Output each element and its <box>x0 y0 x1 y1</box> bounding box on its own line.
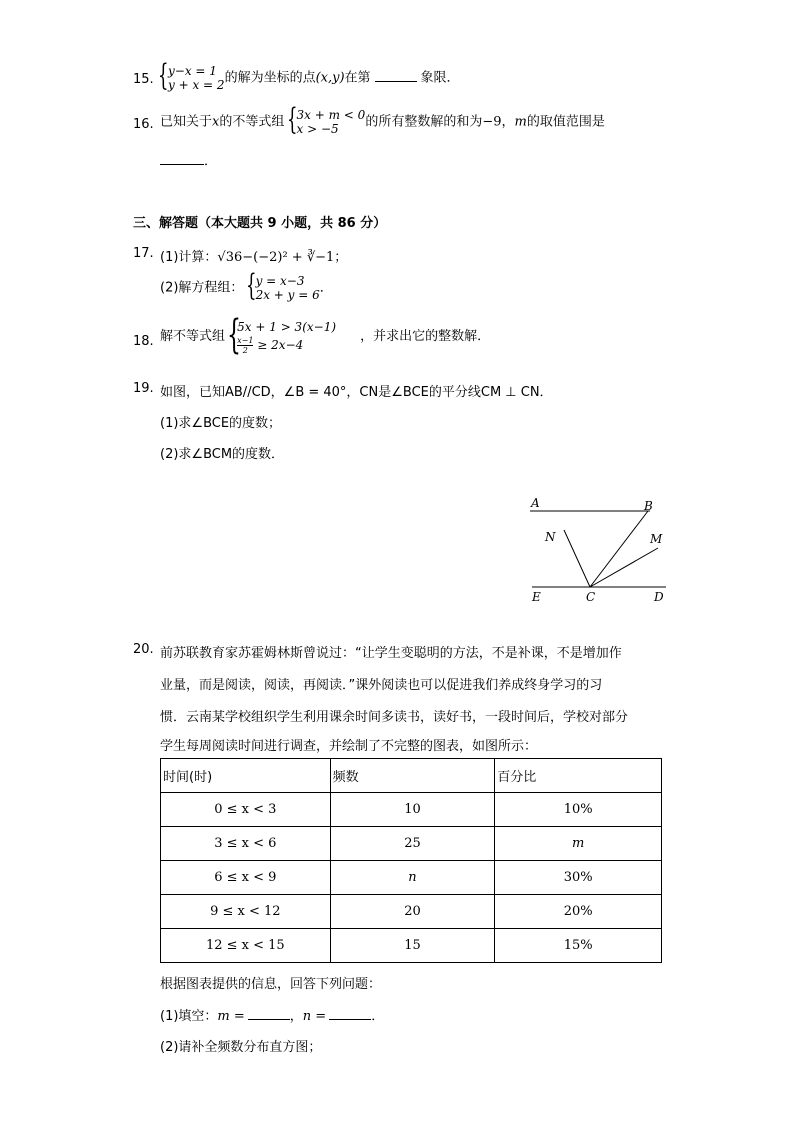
table-cell-range: 6 ≤ x < 9 <box>161 861 331 895</box>
q16-eq2: x > −5 <box>296 122 339 136</box>
q20-p1-end: ． <box>371 1009 385 1024</box>
q17-p2-end: ． <box>319 280 333 296</box>
table-header-percent: 百分比 <box>495 759 662 793</box>
q20-p1-n: n = <box>302 1009 327 1024</box>
q16-answer-blank[interactable] <box>160 152 204 165</box>
q17-eq1: y = x−3 <box>255 274 305 288</box>
q17-p1-expr: √36−(−2)² + ∛−1； <box>217 250 348 265</box>
table-row <box>161 861 662 895</box>
label-a: A <box>531 496 540 510</box>
table-cell-count: n <box>330 861 495 895</box>
q20-part2: (2)请补全频数分布直方图； <box>160 1040 322 1055</box>
section-title: 三、解答题（本大题共 9 小题，共 86 分） <box>133 216 387 231</box>
q16-answer-line <box>160 150 217 169</box>
label-m: M <box>650 532 663 546</box>
q15-equation-system <box>158 58 225 93</box>
q15-text-b: 在第 <box>344 70 371 86</box>
q16-text-a: 已知关于 <box>160 114 213 130</box>
q19-part2: (2)求∠BCM的度数． <box>160 447 285 462</box>
q17-number: 17. <box>133 246 154 261</box>
q16-text-d: ， <box>501 114 515 130</box>
q15-point: (x,y) <box>315 70 345 86</box>
q19-geometry-figure <box>520 490 680 610</box>
q17-part1 <box>160 246 347 265</box>
q15-text-a: 的解为坐标的点 <box>224 70 316 86</box>
q16-line <box>160 102 605 137</box>
label-n: N <box>545 530 556 544</box>
q18-frac-den: 2 <box>242 346 248 355</box>
q16-inequality-system <box>286 102 366 137</box>
q16-end: ． <box>204 154 218 169</box>
table-cell-count: 25 <box>330 827 495 861</box>
table-row <box>161 929 662 963</box>
table-row <box>161 793 662 827</box>
q15-text-c: 象限． <box>420 70 460 86</box>
q16-text-b: 的不等式组 <box>219 114 285 130</box>
table-cell-range: 0 ≤ x < 3 <box>161 793 331 827</box>
q15-number: 15. <box>133 72 154 87</box>
table-cell-percent: 15% <box>495 929 662 963</box>
q16-number: 16. <box>133 117 154 132</box>
q17-part2 <box>160 268 333 303</box>
table-header-row <box>161 759 662 793</box>
q16-eq1: 3x + m < 0 <box>296 108 366 122</box>
q15-brace: { <box>158 58 169 93</box>
label-b: B <box>644 499 653 513</box>
q16-text-c: 的所有整数解的和为 <box>365 114 483 130</box>
q15-answer-blank[interactable] <box>375 69 417 82</box>
q16-brace: { <box>286 102 298 137</box>
table-row <box>161 827 662 861</box>
q20-n-blank[interactable] <box>329 1007 371 1020</box>
q20-part1 <box>160 1005 384 1024</box>
table-row <box>161 895 662 929</box>
q18-inequality-system <box>227 312 337 358</box>
q20-p1-m: m = <box>217 1009 245 1024</box>
label-c: C <box>586 590 596 604</box>
q18-eq2 <box>237 336 336 355</box>
table-cell-percent: 30% <box>495 861 662 895</box>
q20-line4: 学生每周阅读时间进行调查，并绘制了不完整的图表，如图所示： <box>160 739 538 754</box>
q20-p1-label: (1)填空： <box>160 1009 218 1024</box>
q18-eq2-rest: ≥ 2x−4 <box>257 338 304 352</box>
table-cell-count: 20 <box>330 895 495 929</box>
q15-line <box>158 58 460 93</box>
table-cell-count: 10 <box>330 793 495 827</box>
q20-line2: 业量，而是阅读，阅读，再阅读．”课外阅读也可以促进我们养成终身学习的习 <box>160 678 603 693</box>
table-cell-percent: 10% <box>495 793 662 827</box>
q19-part1: (1)求∠BCE的度数； <box>160 416 282 431</box>
q18-number: 18. <box>133 334 154 349</box>
label-d: D <box>654 590 664 604</box>
table-cell-range: 12 ≤ x < 15 <box>161 929 331 963</box>
q17-equation-system <box>245 268 320 303</box>
q17-brace: { <box>245 268 257 303</box>
frequency-table <box>160 758 662 963</box>
q20-p1-sep: ， <box>289 1009 303 1024</box>
q18-text-b: ，并求出它的整数解． <box>360 329 491 344</box>
q20-line1: 前苏联教育家苏霍姆林斯曾说过：“让学生变聪明的方法，不是补课，不是增加作 <box>160 646 622 661</box>
q19-text: 如图，已知AB//CD，∠B = 40°，CN是∠BCE的平分线CM ⊥ CN． <box>160 385 553 400</box>
q16-var-m: m <box>514 114 527 130</box>
table-cell-count: 15 <box>330 929 495 963</box>
q17-eq2: 2x + y = 6 <box>255 288 320 302</box>
table-header-time: 时间(时) <box>161 759 331 793</box>
q18-line <box>160 312 491 358</box>
q18-brace: { <box>227 312 242 358</box>
q15-eq1: y−x = 1 <box>168 64 217 78</box>
q17-p2-label: (2)解方程组： <box>160 280 244 296</box>
label-e: E <box>532 590 541 604</box>
q20-m-blank[interactable] <box>248 1007 290 1020</box>
table-cell-percent: m <box>495 827 662 861</box>
line-cb <box>590 511 648 587</box>
q16-var-x: x <box>212 114 220 130</box>
q18-text-a: 解不等式组 <box>160 329 226 344</box>
q18-eq1: 5x + 1 > 3(x−1) <box>237 320 337 334</box>
q18-frac-num: x−1 <box>237 336 254 345</box>
line-cn <box>564 530 590 587</box>
table-header-frequency: 频数 <box>330 759 495 793</box>
table-cell-range: 9 ≤ x < 12 <box>161 895 331 929</box>
q20-line3: 惯．云南某学校组织学生利用课余时间多读书，读好书，一段时间后，学校对部分 <box>160 710 629 725</box>
line-cm <box>590 548 658 587</box>
q20-after-text: 根据图表提供的信息，回答下列问题： <box>160 977 382 992</box>
q16-text-e: 的取值范围是 <box>526 114 605 130</box>
table-cell-range: 3 ≤ x < 6 <box>161 827 331 861</box>
q16-neg9: −9 <box>482 114 502 130</box>
q20-number: 20. <box>133 642 154 657</box>
q19-number: 19. <box>133 381 154 396</box>
table-cell-percent: 20% <box>495 895 662 929</box>
q17-p1-label: (1)计算： <box>160 250 218 265</box>
q15-eq2: y + x = 2 <box>168 78 225 92</box>
